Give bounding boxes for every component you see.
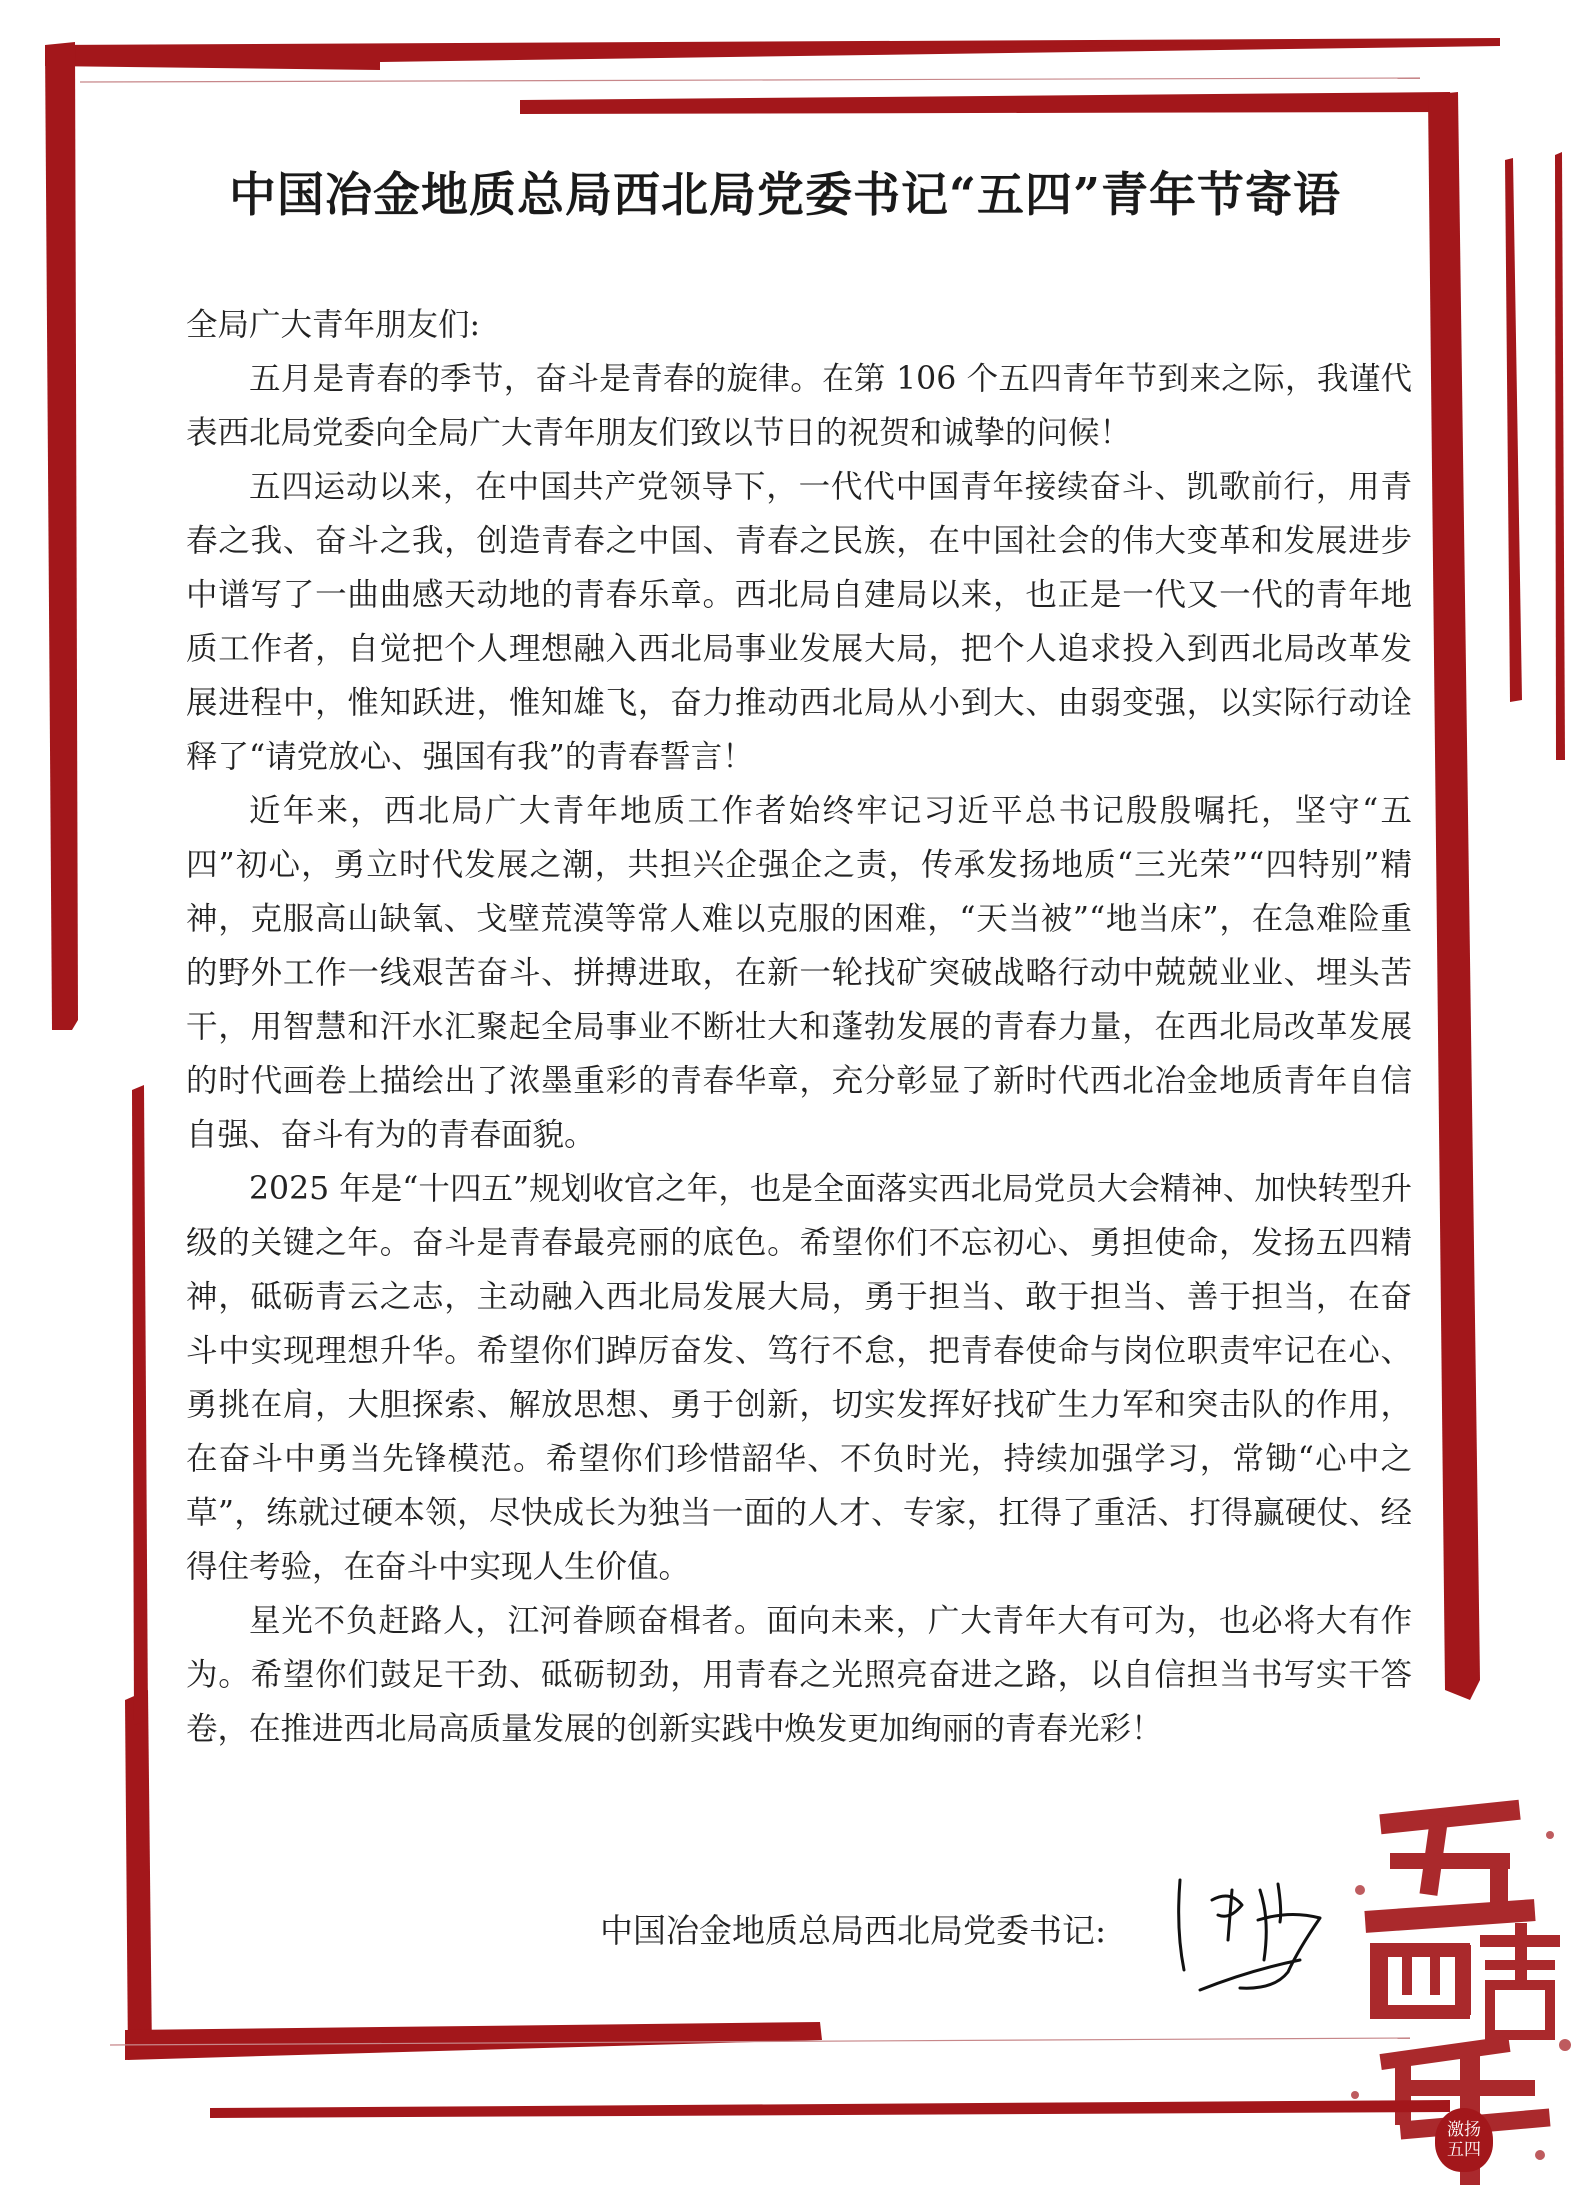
frame-left-long-stroke: [132, 1085, 148, 1725]
paragraph: 五月是青春的季节，奋斗是青春的旋律。在第 106 个五四青年节到来之际，我谨代表西北局党委向全局广大青年朋友们致以节日的祝贺和诚挚的问候！: [186, 361, 1412, 451]
stamp-tag-line1: 激扬: [1447, 2120, 1481, 2140]
stamp-tag-line2: 五四: [1447, 2140, 1481, 2160]
letter-body: [186, 298, 1412, 1756]
paragraph: 2025 年是“十四五”规划收官之年，也是全面落实西北局党员大会精神、加快转型升级的关键之年。奋斗是青春最亮丽的底色。希望你们不忘初心、勇担使命，发扬五四精神，砥砺青云之志，主动融入西北局发展大局，勇于担当、敢于担当、善于担当，在奋斗中实现理想升华。希望你们踔厉奋发、笃行不怠，把青春使命与岗位职责牢记在心、勇挑在肩，大胆探索、解放思想、勇于创新，切实发挥好找矿生力军和突击队的作用，在奋斗中勇当先锋模范。希望你们珍惜韶华、不负时光，持续加强学习，常锄“心中之草”，练就过硬本领，尽快成长为独当一面的人才、专家，扛得了重活、打得赢硬仗、经得住考验，在奋斗中实现人生价值。: [186, 1171, 1412, 1585]
frame-left-lower-stroke: [125, 1690, 152, 2060]
frame-bottom-stroke: [125, 2022, 822, 2060]
paragraph: 近年来，西北局广大青年地质工作者始终牢记习近平总书记殷殷嘱托，坚守“五四”初心，勇立时代发展之潮，共担兴企强企之责，传承发扬地质“三光荣”“四特别”精神，克服高山缺氧、戈壁荒漠等常人难以克服的困难，“天当被”“地当床”，在急难险重的野外工作一线艰苦奋斗、拼搏进取，在新一轮找矿突破战略行动中兢兢业业、埋头苦干，用智慧和汗水汇聚起全局事业不断壮大和蓬勃发展的青春力量，在西北局改革发展的时代画卷上描绘出了浓墨重彩的青春华章，充分彰显了新时代西北冶金地质青年自信自强、奋斗有为的青春面貌。: [186, 793, 1412, 1153]
paragraph: 星光不负赶路人，江河眷顾奋楫者。面向未来，广大青年大有可为，也必将大有作为。希望你们鼓足干劲、砥砺韧劲，用青春之光照亮奋进之路，以自信担当书写实干答卷，在推进西北局高质量发展的创新实践中焕发更加绚丽的青春光彩！: [186, 1603, 1412, 1747]
letter-title: 中国冶金地质总局西北局党委书记“五四”青年节寄语: [228, 168, 1342, 223]
frame-left-stroke: [45, 42, 78, 1030]
frame-right-thin-stroke: [1505, 158, 1522, 702]
paragraph: 五四运动以来，在中国共产党领导下，一代代中国青年接续奋斗、凯歌前行，用青春之我、奋斗之我，创造青春之中国、青春之民族，在中国社会的伟大变革和发展进步中谱写了一曲曲感天动地的青春乐章。西北局自建局以来，也正是一代又一代的青年地质工作者，自觉把个人理想融入西北局事业发展大局，把个人追求投入到西北局改革发展进程中，惟知跃进，惟知雄飞，奋力推动西北局从小到大、由弱变强，以实际行动诠释了“请党放心、强国有我”的青春誓言！: [186, 469, 1412, 775]
signature-label: 中国冶金地质总局西北局党委书记:: [600, 1911, 1107, 1950]
salutation: 全局广大青年朋友们:: [186, 307, 481, 343]
frame-right-outer-stroke: [1555, 152, 1565, 760]
frame-right-stroke: [1428, 92, 1480, 1700]
stamp-tag: [1435, 2108, 1493, 2172]
frame-bottom-thin-stroke: [210, 2100, 1450, 2118]
frame-top-right-stroke: [520, 92, 1455, 114]
